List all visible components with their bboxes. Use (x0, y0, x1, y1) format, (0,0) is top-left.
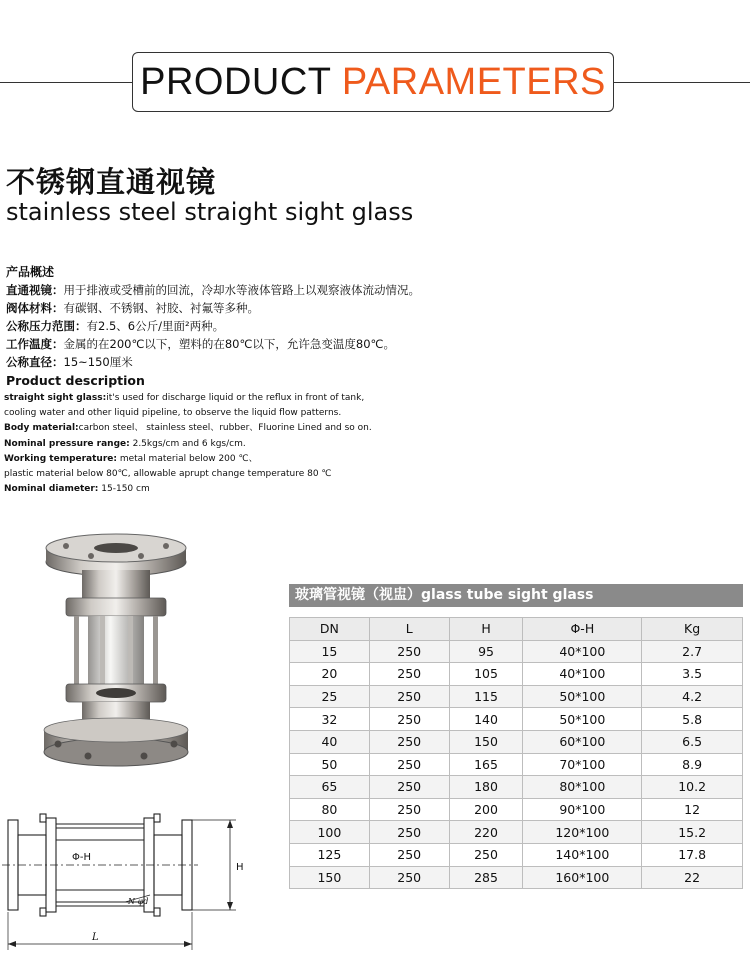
cell-h: 165 (449, 753, 523, 776)
cell-h: 250 (449, 843, 523, 866)
cell-dn: 20 (290, 663, 370, 686)
cell-dn: 100 (290, 821, 370, 844)
en-line-text: 15-150 cm (98, 484, 150, 495)
cell-phi-h: 40*100 (523, 640, 642, 663)
column-header-phi-h: Φ-H (523, 618, 642, 641)
en-line (4, 391, 604, 406)
cell-l: 250 (369, 708, 449, 731)
table-row (290, 753, 743, 776)
en-description-heading: Product description (6, 373, 145, 388)
cell-l: 250 (369, 843, 449, 866)
cell-h: 200 (449, 798, 523, 821)
product-title-en: stainless steel straight sight glass (6, 198, 414, 226)
cell-kg: 3.5 (642, 663, 743, 686)
cell-phi-h: 160*100 (523, 866, 642, 889)
drawing-label-h: H (236, 862, 244, 873)
en-line-label: Nominal diameter: (4, 484, 99, 495)
cn-line-text: 有碳钢、不锈钢、衬胶、衬氟等多种。 (63, 301, 259, 315)
cn-line-label: 阀体材料： (6, 301, 64, 315)
header-banner (132, 52, 614, 112)
cell-kg: 2.7 (642, 640, 743, 663)
cell-phi-h: 80*100 (523, 776, 642, 799)
cell-kg: 4.2 (642, 685, 743, 708)
cell-h: 285 (449, 866, 523, 889)
column-header-dn: DN (290, 618, 370, 641)
cell-phi-h: 140*100 (523, 843, 642, 866)
en-line-label: Nominal pressure range: (4, 438, 130, 449)
cell-kg: 17.8 (642, 843, 743, 866)
header-rule-right (614, 82, 750, 83)
cell-phi-h: 50*100 (523, 685, 642, 708)
cell-dn: 50 (290, 753, 370, 776)
table-row (290, 663, 743, 686)
cell-kg: 6.5 (642, 730, 743, 753)
cell-dn: 80 (290, 798, 370, 821)
column-header-l: L (369, 618, 449, 641)
table-row (290, 685, 743, 708)
cell-dn: 15 (290, 640, 370, 663)
cell-h: 150 (449, 730, 523, 753)
cell-dn: 25 (290, 685, 370, 708)
drawing-label-bolts: N-φd (128, 897, 149, 906)
en-line-label: Body material: (4, 423, 79, 434)
cell-h: 105 (449, 663, 523, 686)
cell-l: 250 (369, 730, 449, 753)
cell-l: 250 (369, 663, 449, 686)
cn-line-label: 工作温度： (6, 337, 64, 351)
table-row (290, 708, 743, 731)
cell-h: 115 (449, 685, 523, 708)
cell-h: 180 (449, 776, 523, 799)
en-line-label: Working temperature: (4, 453, 117, 464)
en-line-text: 2.5kgs/cm and 6 kgs/cm. (129, 438, 246, 449)
cell-h: 95 (449, 640, 523, 663)
cn-line-text: 金属的在200℃以下，塑料的在80℃以下，允许急变温度80℃。 (63, 337, 395, 351)
cell-dn: 150 (290, 866, 370, 889)
cell-kg: 10.2 (642, 776, 743, 799)
cell-h: 140 (449, 708, 523, 731)
cell-l: 250 (369, 753, 449, 776)
cell-dn: 65 (290, 776, 370, 799)
cell-kg: 15.2 (642, 821, 743, 844)
table-row (290, 821, 743, 844)
cell-h: 220 (449, 821, 523, 844)
en-line (4, 482, 604, 497)
header-rule-left (0, 82, 132, 83)
column-header-kg: Kg (642, 618, 743, 641)
cell-phi-h: 60*100 (523, 730, 642, 753)
header-title (140, 61, 606, 104)
drawing-label-phi-h: Φ-H (72, 852, 91, 863)
header-word-product: PRODUCT (140, 60, 331, 103)
cell-l: 250 (369, 821, 449, 844)
cn-line-text: 有2.5、6公斤/里面²两种。 (86, 319, 225, 333)
cn-line (6, 353, 566, 371)
en-line-label: straight sight glass: (4, 393, 107, 403)
drawing-label-l: L (92, 932, 99, 943)
en-line (4, 421, 604, 436)
table-row (290, 843, 743, 866)
en-line (4, 406, 604, 421)
cn-line (6, 335, 566, 353)
cell-kg: 8.9 (642, 753, 743, 776)
table-header-row (290, 618, 743, 641)
en-line-text: plastic material below 80℃, allowable aprupt change temperature 80 ℃ (4, 469, 332, 480)
en-line (4, 467, 604, 482)
cell-phi-h: 70*100 (523, 753, 642, 776)
table-row (290, 776, 743, 799)
technical-drawing (0, 800, 270, 960)
en-line (4, 452, 604, 467)
cell-kg: 12 (642, 798, 743, 821)
cn-line (6, 317, 566, 335)
en-description (4, 391, 604, 497)
cell-dn: 32 (290, 708, 370, 731)
cell-l: 250 (369, 640, 449, 663)
product-title-cn: 不锈钢直通视镜 (6, 165, 217, 199)
cn-line-text: 15~150厘米 (63, 355, 133, 369)
header-word-parameters: PARAMETERS (341, 60, 606, 103)
en-line (4, 437, 604, 452)
cell-phi-h: 50*100 (523, 708, 642, 731)
cell-phi-h: 90*100 (523, 798, 642, 821)
cell-l: 250 (369, 798, 449, 821)
cn-description-heading: 产品概述 (6, 265, 55, 279)
cn-description (6, 263, 566, 371)
table-row (290, 866, 743, 889)
en-line-text: metal material below 200 ℃、 (116, 453, 258, 464)
column-header-h: H (449, 618, 523, 641)
cell-l: 250 (369, 866, 449, 889)
cell-dn: 125 (290, 843, 370, 866)
sight-glass-photo (36, 530, 196, 775)
en-line-text: cooling water and other liquid pipeline, to observe the liquid flow patterns. (4, 408, 342, 419)
cell-l: 250 (369, 685, 449, 708)
parameters-table (289, 617, 743, 889)
cn-line (6, 281, 566, 299)
table-row (290, 798, 743, 821)
table-title: 玻璃管视镜（视盅）glass tube sight glass (289, 584, 743, 607)
en-line-text: it's used for discharge liquid or the reflux in front of tank, (106, 393, 365, 403)
table-row (290, 730, 743, 753)
cn-line-text: 用于排液或受槽前的回流，冷却水等液体管路上以观察液体流动情况。 (63, 283, 420, 297)
cn-line-label: 公称压力范围： (6, 319, 87, 333)
cell-kg: 5.8 (642, 708, 743, 731)
cell-kg: 22 (642, 866, 743, 889)
table-row (290, 640, 743, 663)
en-line-text: carbon steel、 stainless steel、rubber、Fluorine Lined and so on. (78, 423, 372, 434)
cell-phi-h: 120*100 (523, 821, 642, 844)
cn-line-label: 公称直径： (6, 355, 64, 369)
cn-line-label: 直通视镜： (6, 283, 64, 297)
cell-dn: 40 (290, 730, 370, 753)
cn-line (6, 299, 566, 317)
cell-phi-h: 40*100 (523, 663, 642, 686)
cell-l: 250 (369, 776, 449, 799)
